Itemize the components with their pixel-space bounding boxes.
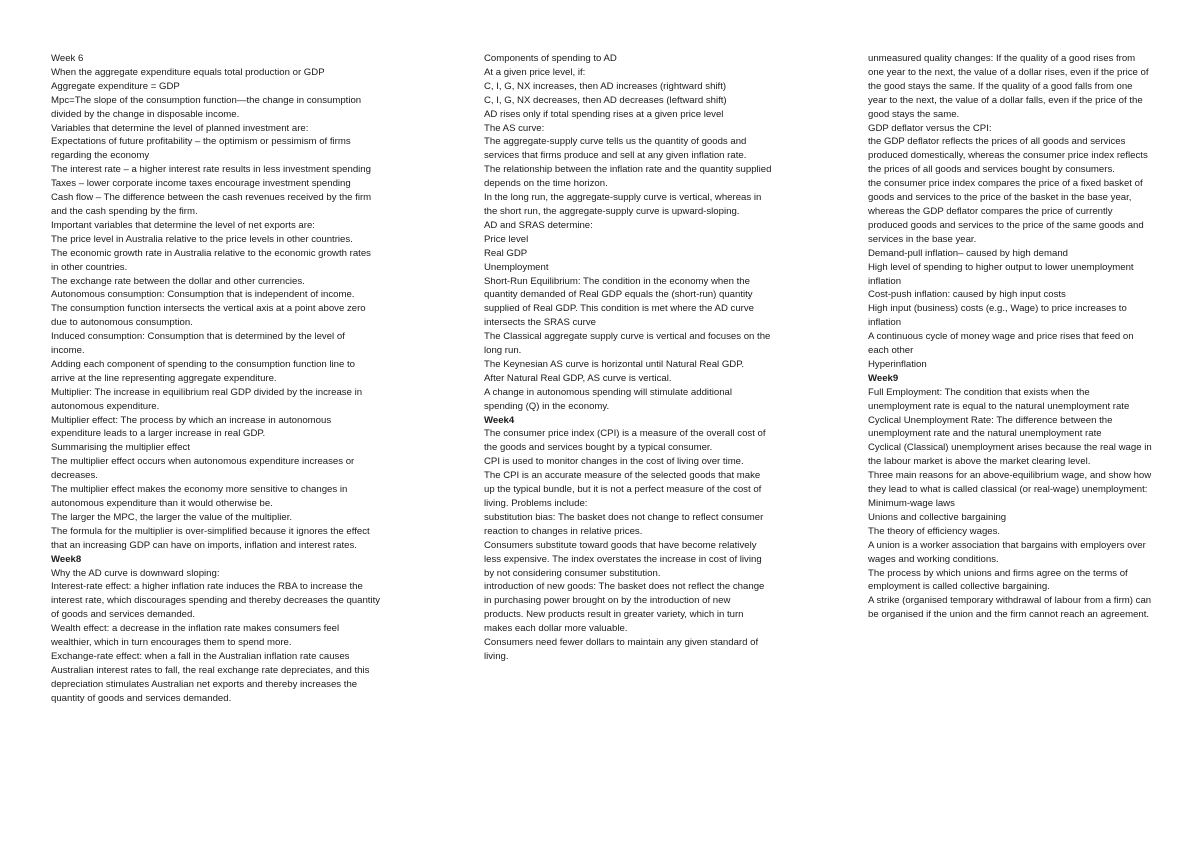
text-column-1 bbox=[51, 52, 381, 706]
text-column-2 bbox=[484, 52, 775, 664]
text-line: Week 6 bbox=[51, 53, 84, 64]
text-line: The aggregate-supply curve tells us the quantity of goods and services that firms produce and sell at any given inflation rate. bbox=[484, 136, 750, 162]
text-line: The economic growth rate in Australia relative to the economic growth rates in other countries. bbox=[51, 247, 374, 273]
section-heading: Week4 bbox=[484, 414, 515, 426]
text-line: GDP deflator versus the CPI: bbox=[868, 122, 992, 134]
text-line: The consumer price index (CPI) is a measure of the overall cost of the goods and services bought by a typical consumer. bbox=[484, 428, 769, 454]
text-line: the consumer price index compares the price of a fixed basket of goods and services to the price of the basket in the base year, whereas the GDP deflator compares the price of currently produced goods and services to the price of the same goods and services in the base year. bbox=[868, 178, 1147, 245]
text-line: A strike (organised temporary withdrawal of labour from a firm) can be organised if the union and the firm cannot reach an agreement. bbox=[868, 595, 1154, 621]
text-line: The multiplier effect makes the economy more sensitive to changes in autonomous expenditure than it would otherwise be. bbox=[51, 484, 350, 509]
text-line: The Keynesian AS curve is horizontal until Natural Real GDP. bbox=[484, 358, 745, 370]
text-line: Price level bbox=[484, 233, 529, 245]
text-line: Aggregate expenditure = GDP bbox=[51, 80, 180, 92]
text-line: The CPI is an accurate measure of the selected goods that make up the typical bundle, but it is not a perfect measure of the cost of living. Problems include: bbox=[484, 470, 764, 509]
text-line: the GDP deflator reflects the prices of all goods and services produced domestically, whereas the consumer price index reflects the prices of all goods and services bought by consumers. bbox=[868, 136, 1151, 176]
text-line: Autonomous consumption: Consumption that is independent of income. bbox=[51, 289, 355, 301]
text-line: Unemployment bbox=[484, 261, 549, 273]
text-line: The interest rate – a higher interest rate results in less investment spending bbox=[51, 164, 371, 176]
text-line: The Classical aggregate supply curve is vertical and focuses on the long run. bbox=[484, 331, 774, 357]
text-line: Variables that determine the level of planned investment are: bbox=[51, 122, 309, 134]
text-line: A union is a worker association that bargains with employers over wages and working conditions. bbox=[868, 539, 1149, 565]
text-line: High input (business) costs (e.g., Wage) to price increases to inflation bbox=[868, 303, 1130, 329]
text-line: substitution bias: The basket does not change to reflect consumer reaction to changes in relative prices. bbox=[484, 511, 766, 537]
text-line: The larger the MPC, the larger the value of the multiplier. bbox=[51, 511, 293, 523]
text-line: Interest-rate effect: a higher inflation rate induces the RBA to increase the interest rate, which discourages spending and thereby decreases the quantity of goods and services demanded. bbox=[51, 581, 383, 621]
text-line: AD rises only if total spending rises at a given price level bbox=[484, 108, 724, 120]
text-line: A change in autonomous spending will stimulate additional spending (Q) in the economy. bbox=[484, 386, 735, 412]
text-line: High level of spending to higher output to lower unemployment inflation bbox=[868, 261, 1142, 287]
text-column-3 bbox=[868, 52, 1153, 622]
text-line: Exchange-rate effect: when a fall in the Australian inflation rate causes Australian interest rates to fall, the real exchange rate depreciates, and this depreciation stimulates Australian net exports and thereby increases the quantity of goods and services demanded. bbox=[51, 650, 373, 704]
text-line: The exchange rate between the dollar and other currencies. bbox=[51, 275, 305, 287]
text-line: The formula for the multiplier is over-simplified because it ignores the effect that an increasing GDP can have on imports, inflation and interest rates. bbox=[51, 525, 373, 551]
text-line: Multiplier effect: The process by which an increase in autonomous expenditure leads to a larger increase in real GDP. bbox=[51, 414, 334, 440]
text-line: In the long run, the aggregate-supply curve is vertical, whereas in the short run, the aggregate-supply curve is upward-sloping. bbox=[484, 192, 764, 217]
text-line: AD and SRAS determine: bbox=[484, 219, 593, 231]
text-line: The theory of efficiency wages. bbox=[868, 525, 1001, 537]
text-line: C, I, G, NX increases, then AD increases (rightward shift) bbox=[484, 80, 727, 92]
text-line: Short-Run Equilibrium: The condition in the economy when the quantity demanded of Real GDP equals the (short-run) quantity supplied of Real GDP. This condition is met where the AD curve intersects the SRAS curve bbox=[484, 275, 757, 329]
text-line: Minimum-wage laws bbox=[868, 498, 955, 509]
text-line: Why the AD curve is downward sloping: bbox=[51, 567, 220, 579]
text-line: Consumers need fewer dollars to maintain any given standard of living. bbox=[484, 637, 761, 662]
text-line: Hyperinflation bbox=[868, 358, 927, 370]
text-line: introduction of new goods: The basket does not reflect the change in purchasing power brought on by the introduction of new products. New products result in greater variety, which in turn makes each dollar more valuable. bbox=[484, 581, 768, 635]
text-line: Cost-push inflation: caused by high input costs bbox=[868, 289, 1066, 301]
text-line: A continuous cycle of money wage and price rises that feed on each other bbox=[868, 331, 1137, 357]
text-line: Wealth effect: a decrease in the inflation rate makes consumers feel wealthier, which in turn encourages them to spend more. bbox=[51, 623, 342, 649]
text-line: When the aggregate expenditure equals total production or GDP bbox=[51, 66, 325, 78]
text-line: Unions and collective bargaining bbox=[868, 511, 1007, 523]
text-line: Cash flow – The difference between the cash revenues received by the firm and the cash spending by the firm. bbox=[51, 192, 374, 217]
text-line: Summarising the multiplier effect bbox=[51, 442, 190, 454]
text-line: Mpc=The slope of the consumption function—the change in consumption divided by the change in disposable income. bbox=[51, 94, 364, 120]
text-line: C, I, G, NX decreases, then AD decreases (leftward shift) bbox=[484, 94, 727, 106]
text-line: Taxes – lower corporate income taxes encourage investment spending bbox=[51, 178, 351, 190]
text-line: The multiplier effect occurs when autonomous expenditure increases or decreases. bbox=[51, 456, 357, 482]
text-line: Consumers substitute toward goods that have become relatively less expensive. The index overstates the increase in cost of living by not considering consumer substitution. bbox=[484, 539, 765, 579]
text-line: CPI is used to monitor changes in the cost of living over time. bbox=[484, 456, 744, 468]
text-line: At a given price level, if: bbox=[484, 66, 586, 78]
text-line: Induced consumption: Consumption that is determined by the level of income. bbox=[51, 331, 348, 357]
text-line: Multiplier: The increase in equilibrium real GDP divided by the increase in autonomous expenditure. bbox=[51, 386, 365, 412]
text-line: Full Employment: The condition that exists when the unemployment rate is equal to the natural unemployment rate bbox=[868, 386, 1130, 412]
section-heading: Week8 bbox=[51, 553, 82, 565]
section-heading: Week9 bbox=[868, 372, 899, 384]
text-line: Three main reasons for an above-equilibrium wage, and show how they lead to what is called classical (or real-wage) unemployment: bbox=[868, 470, 1154, 496]
text-line: The price level in Australia relative to the price levels in other countries. bbox=[51, 233, 353, 245]
text-line: Demand-pull inflation– caused by high demand bbox=[868, 247, 1068, 259]
text-line: The relationship between the inflation rate and the quantity supplied depends on the time horizon. bbox=[484, 164, 775, 190]
text-line: Cyclical Unemployment Rate: The difference between the unemployment rate and the natural unemployment rate bbox=[868, 414, 1116, 440]
text-line: Adding each component of spending to the consumption function line to arrive at the line representing aggregate expenditure. bbox=[51, 358, 358, 384]
text-line: The consumption function intersects the vertical axis at a point above zero due to autonomous consumption. bbox=[51, 303, 369, 329]
text-line: Important variables that determine the level of net exports are: bbox=[51, 219, 315, 231]
text-line: Components of spending to AD bbox=[484, 53, 617, 64]
text-line: Real GDP bbox=[484, 247, 528, 259]
text-line: The process by which unions and firms agree on the terms of employment is called collective bargaining. bbox=[868, 567, 1131, 593]
text-line: Cyclical (Classical) unemployment arises because the real wage in the labour market is above the market clearing level. bbox=[868, 442, 1155, 468]
text-line: unmeasured quality changes: If the quality of a good rises from one year to the next, the value of a dollar rises, even if the price of the good stays the same. If the quality of a good falls from one year to the next, the value of a dollar falls, even if the price of the good stays the same. bbox=[868, 53, 1152, 120]
text-line: After Natural Real GDP, AS curve is vertical. bbox=[484, 372, 672, 384]
text-line: Expectations of future profitability – the optimism or pessimism of firms regarding the economy bbox=[51, 136, 354, 162]
text-line: The AS curve: bbox=[484, 122, 545, 134]
